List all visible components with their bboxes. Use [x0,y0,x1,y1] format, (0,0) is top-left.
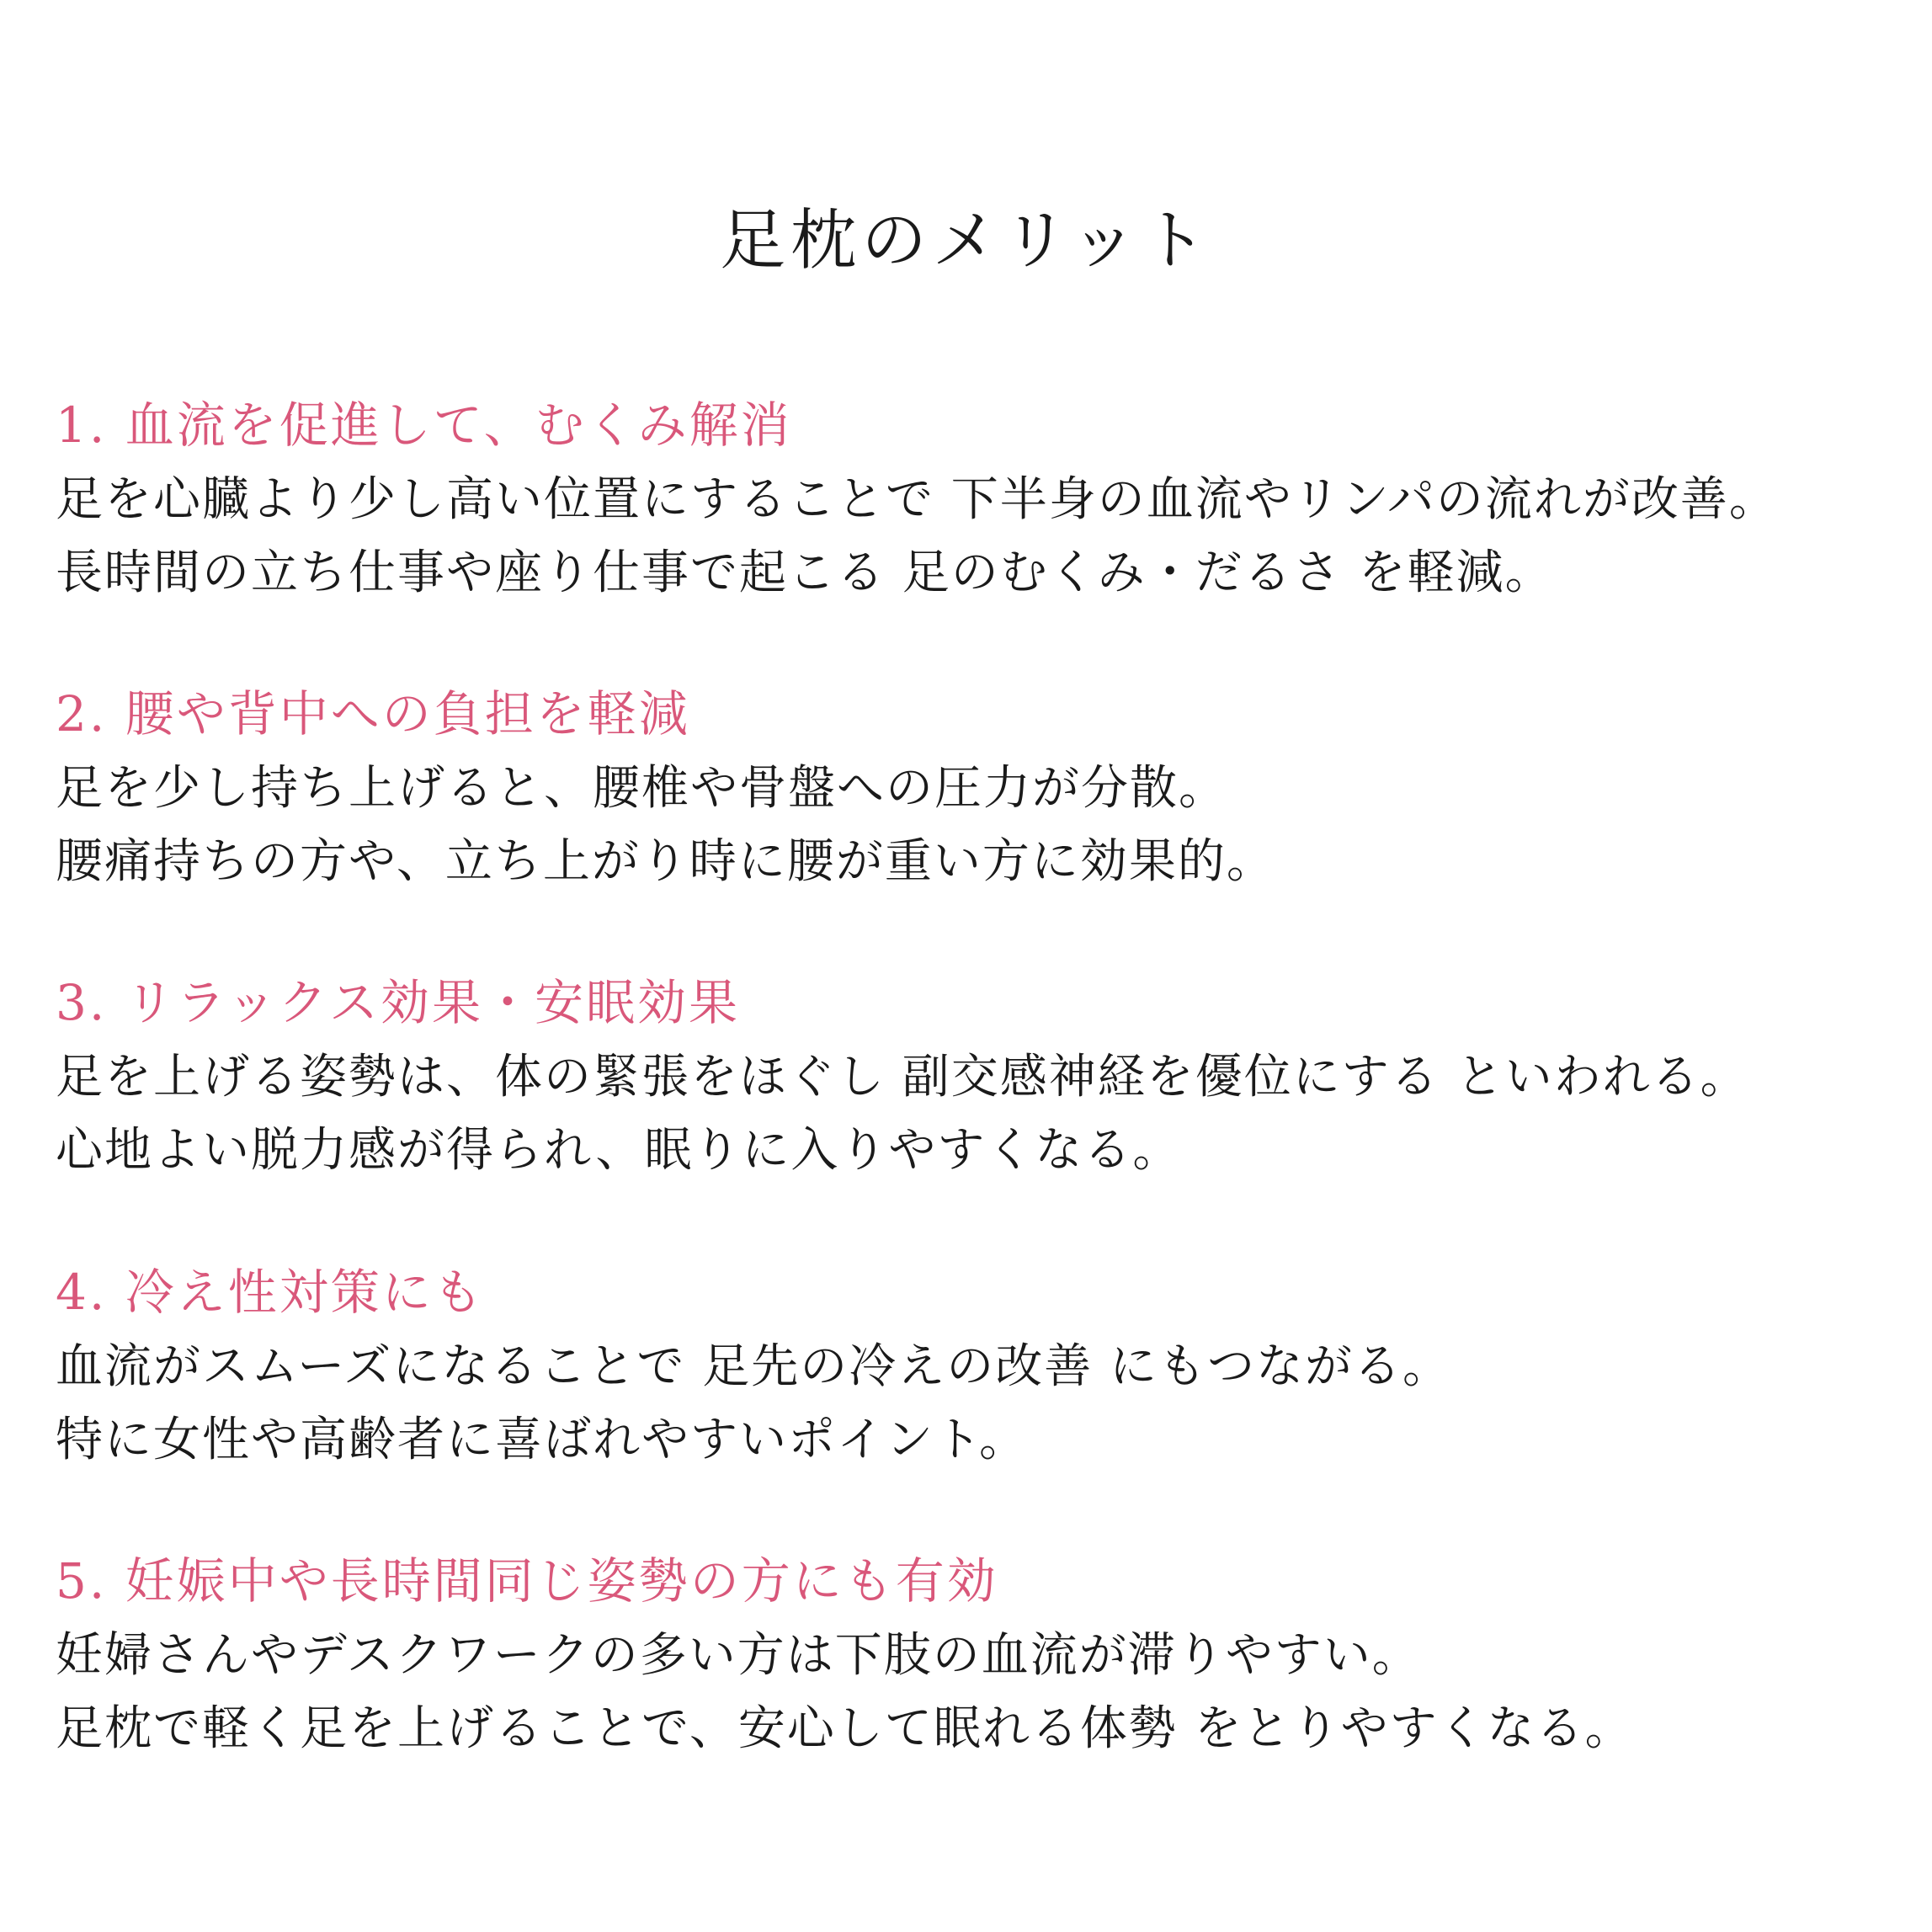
benefit-section-4 [56,1254,1908,1477]
benefit-description-line: 足を心臓より少し高い位置にすることで 下半身の血流やリンパの流れが改善。 [56,472,1778,527]
benefit-description-line: 足を少し持ち上げると、腰椎や骨盤への圧力が分散。 [56,761,1227,816]
benefit-description-line: 妊婦さんやデスクワークの多い方は下肢の血流が滞りやすい。 [56,1628,1421,1683]
benefit-heading: 1. 血流を促進して、むくみ解消 [56,397,792,454]
benefit-heading: 5. 妊娠中や長時間同じ姿勢の方にも有効 [56,1552,998,1610]
benefit-description-line: 足を上げる姿勢は、体の緊張をほぐし 副交感神経を優位にする といわれる。 [56,1050,1749,1104]
benefit-description-line: 長時間の立ち仕事や座り仕事で起こる 足のむくみ・だるさ を軽減。 [56,546,1554,600]
benefit-section-5 [56,1543,1908,1765]
benefit-description-line: 腰痛持ちの方や、立ち上がり時に腰が重い方に効果的。 [56,834,1275,889]
benefit-section-1 [56,387,1908,609]
benefit-heading: 2. 腰や背中への負担を軽減 [56,685,690,742]
page-title: 足枕のメリット [720,203,1212,279]
benefit-description-line: 特に女性や高齢者に喜ばれやすいポイント。 [56,1413,1028,1467]
benefit-section-3 [56,965,1908,1187]
benefit-description-line: 心地よい脱力感が得られ、眠りに入りやすくなる。 [56,1123,1182,1178]
benefit-description-line: 足枕で軽く足を上げることで、安心して眠れる体勢 をとりやすくなる。 [56,1701,1634,1756]
benefit-section-2 [56,676,1908,898]
benefit-heading: 4. 冷え性対策にも [56,1264,485,1321]
benefit-description-line: 血流がスムーズになることで 足先の冷えの改善 にもつながる。 [56,1339,1452,1394]
benefit-heading: 3. リラックス効果・安眠効果 [56,974,741,1031]
